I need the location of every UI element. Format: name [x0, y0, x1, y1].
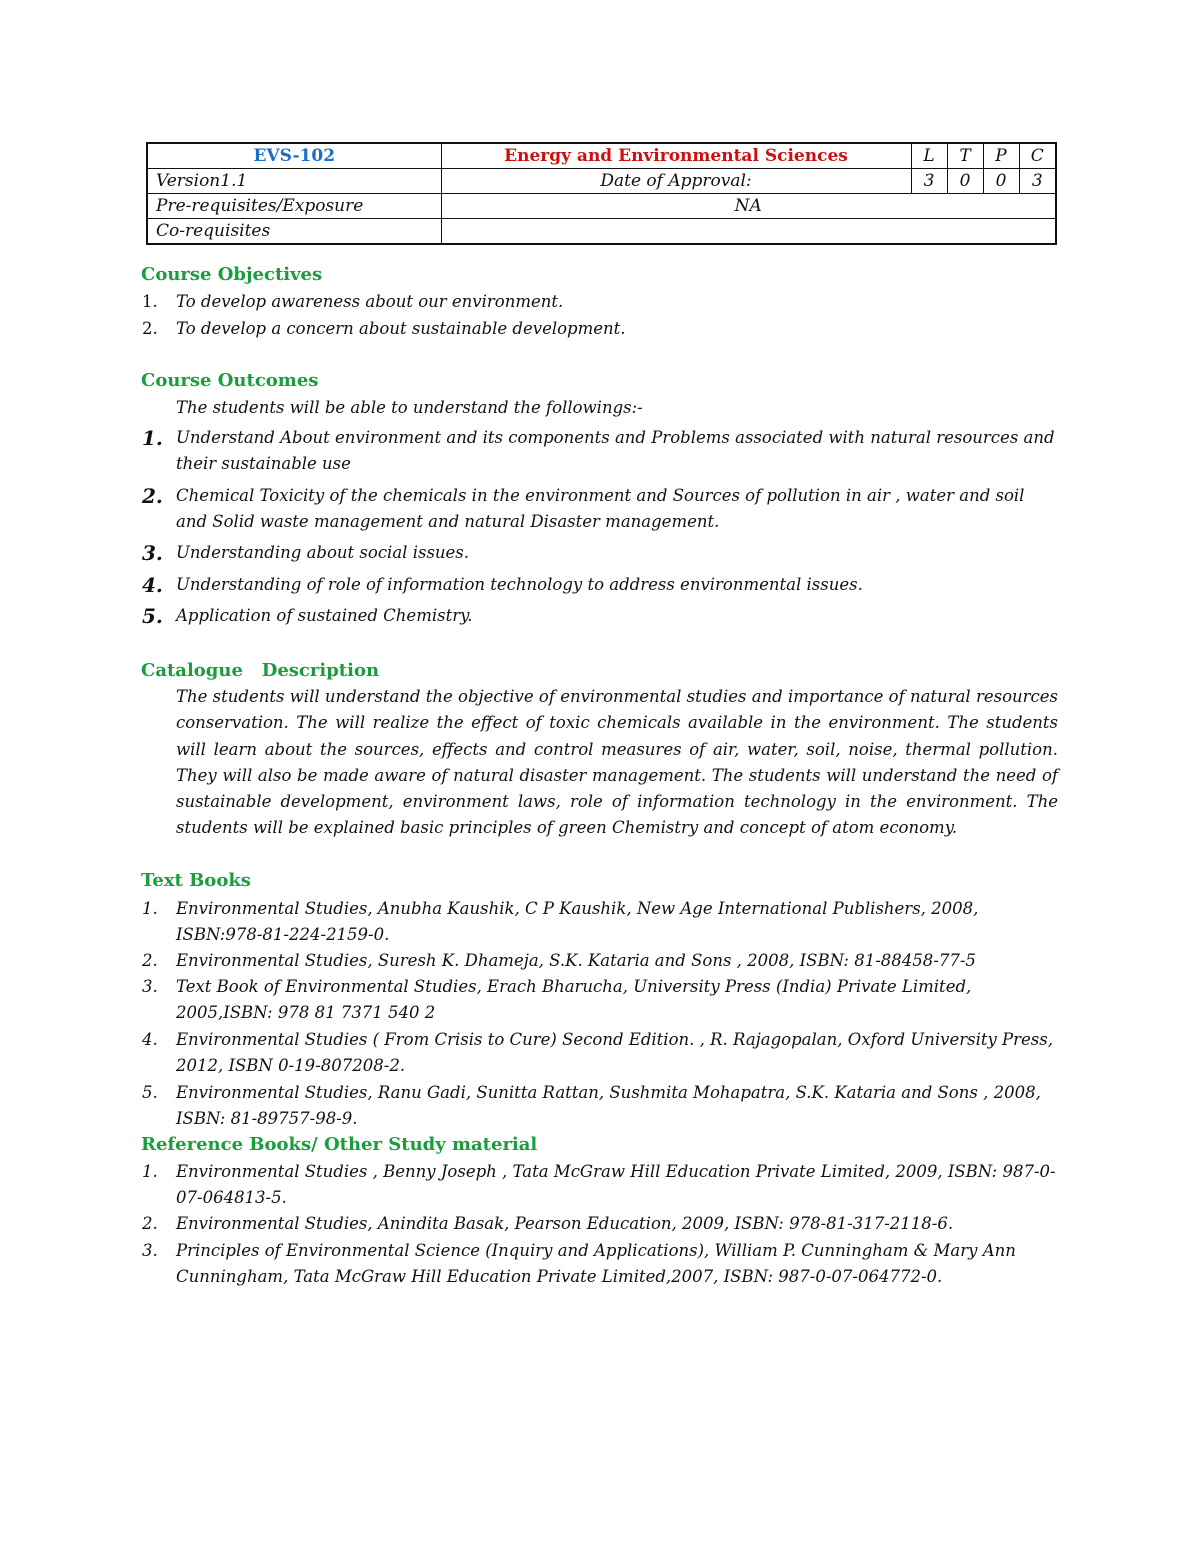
list-number: 1.: [142, 426, 163, 450]
course-header-table: [146, 142, 1057, 245]
list-number: 2.: [142, 1214, 158, 1233]
ltpc-value-l: 3: [911, 169, 947, 194]
outcome-item-5: Application of sustained Chemistry.: [176, 606, 473, 625]
ltpc-value-c: 3: [1019, 169, 1056, 194]
reference-item-3: Principles of Environmental Science (Inquiry and Applications), William P. Cunningham & Mary Ann Cunningham, Tata McGraw Hill Education Private Limited,2007, ISBN: 987-0-07-064772-0.: [176, 1241, 1016, 1286]
outcome-item-2: Chemical Toxicity of the chemicals in the environment and Sources of pollution in air , water and soil and Solid waste management and natural Disaster management.: [176, 486, 1025, 531]
approval-cell: Date of Approval:: [441, 169, 911, 194]
objectives-heading: Course Objectives: [141, 264, 323, 285]
list-number: 3.: [142, 541, 163, 565]
ltpc-label-t: T: [947, 143, 983, 169]
outcomes-intro: The students will be able to understand the followings:-: [176, 398, 643, 417]
list-number: 1.: [142, 899, 158, 918]
course-title: Energy and Environmental Sciences: [441, 143, 911, 169]
coreq-value: [441, 219, 1056, 245]
version-cell: Version1.1: [147, 169, 441, 194]
textbook-item-3: Text Book of Environmental Studies, Erach Bharucha, University Press (India) Private Limited, 2005,ISBN: 978 81 7371 540 2: [176, 977, 972, 1022]
textbook-item-2: Environmental Studies, Suresh K. Dhameja, S.K. Kataria and Sons , 2008, ISBN: 81-88458-77-5: [176, 951, 976, 970]
list-number: 2.: [142, 319, 158, 338]
table-row: [147, 169, 1056, 194]
table-row: [147, 143, 1056, 169]
ltpc-value-p: 0: [983, 169, 1019, 194]
outcome-item-3: Understanding about social issues.: [176, 543, 470, 562]
table-row: [147, 194, 1056, 219]
list-number: 2.: [142, 951, 158, 970]
list-number: 4.: [142, 573, 163, 597]
ltpc-value-t: 0: [947, 169, 983, 194]
outcome-item-1: Understand About environment and its components and Problems associated with natural resources and their sustainable use: [176, 428, 1055, 473]
coreq-label: Co-requisites: [147, 219, 441, 245]
list-number: 5.: [142, 1083, 158, 1102]
references-heading: Reference Books/ Other Study material: [141, 1134, 538, 1155]
list-number: 2.: [142, 484, 163, 508]
course-code: EVS-102: [147, 143, 441, 169]
list-number: 3.: [142, 1241, 158, 1260]
ltpc-label-p: P: [983, 143, 1019, 169]
list-number: 5.: [142, 604, 163, 628]
prereq-label: Pre-requisites/Exposure: [147, 194, 441, 219]
reference-item-1: Environmental Studies , Benny Joseph , Tata McGraw Hill Education Private Limited, 2009, ISBN: 987-0-07-064813-5.: [176, 1162, 1056, 1207]
textbooks-heading: Text Books: [141, 870, 251, 891]
outcome-item-4: Understanding of role of information technology to address environmental issues.: [176, 575, 863, 594]
list-number: 4.: [142, 1030, 158, 1049]
ltpc-label-l: L: [911, 143, 947, 169]
objective-item-1: To develop awareness about our environment.: [176, 292, 564, 311]
list-number: 1.: [142, 292, 158, 311]
catalogue-heading: Catalogue Description: [141, 660, 380, 681]
list-number: 3.: [142, 977, 158, 996]
textbook-item-5: Environmental Studies, Ranu Gadi, Sunitta Rattan, Sushmita Mohapatra, S.K. Kataria and Sons , 2008, ISBN: 81-89757-98-9.: [176, 1083, 1041, 1128]
textbook-item-1: Environmental Studies, Anubha Kaushik, C P Kaushik, New Age International Publishers, 2008, ISBN:978-81-224-2159-0.: [176, 899, 979, 944]
outcomes-heading: Course Outcomes: [141, 370, 319, 391]
list-number: 1.: [142, 1162, 158, 1181]
textbook-item-4: Environmental Studies ( From Crisis to Cure) Second Edition. , R. Rajagopalan, Oxford University Press, 2012, ISBN 0-19-807208-2.: [176, 1030, 1053, 1075]
table-row: [147, 219, 1056, 245]
prereq-value: NA: [441, 194, 1056, 219]
objective-item-2: To develop a concern about sustainable development.: [176, 319, 626, 338]
ltpc-label-c: C: [1019, 143, 1056, 169]
catalogue-text: The students will understand the objective of environmental studies and importance of natural resources conservation. The will realize the effect of toxic chemicals available in the environment. The students will learn about the sources, effects and control measures of air, water, soil, noise, thermal pollution. They will also be made aware of natural disaster management. The students will understand the need of sustainable development, environment laws, role of information technology in the environment. The students will be explained basic principles of green Chemistry and concept of atom economy.: [176, 687, 1058, 838]
reference-item-2: Environmental Studies, Anindita Basak, Pearson Education, 2009, ISBN: 978-81-317-2118-6.: [176, 1214, 954, 1233]
